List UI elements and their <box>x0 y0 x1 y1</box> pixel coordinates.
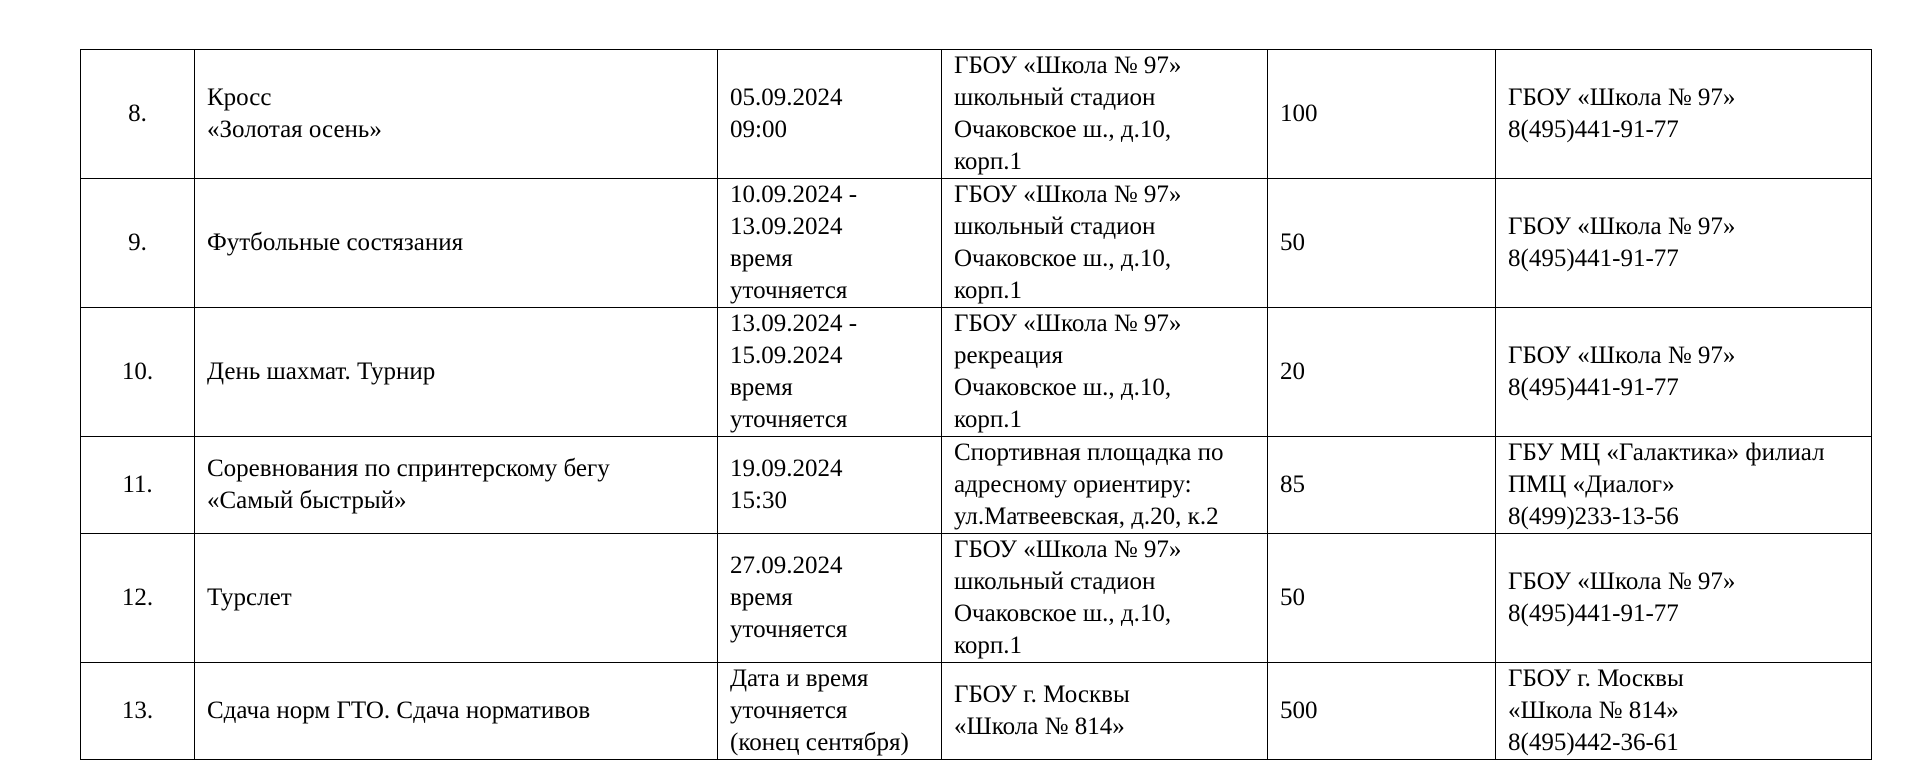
participants-count-cell <box>1268 308 1496 437</box>
event-name-line: Сдача норм ГТО. Сдача нормативов <box>207 697 591 724</box>
organizer-contact-line: 8(499)233-13-56 <box>1508 503 1679 530</box>
event-date-line: время <box>730 584 793 611</box>
event-place-cell <box>942 50 1268 179</box>
table-row <box>81 437 1872 534</box>
event-date-line: 09:00 <box>730 116 787 143</box>
organizer-contact-line: 8(495)442-36-61 <box>1508 729 1679 756</box>
event-date-cell <box>718 308 942 437</box>
event-date-line: Дата и время <box>730 665 869 692</box>
event-name-line: Кросс <box>207 84 272 111</box>
event-place-line: «Школа № 814» <box>954 713 1125 740</box>
organizer-contact-cell <box>1496 50 1872 179</box>
event-date-line: уточняется <box>730 697 848 724</box>
organizer-contact-line: ГБОУ г. Москвы <box>1508 665 1684 692</box>
event-place-cell <box>942 308 1268 437</box>
event-place-line: корп.1 <box>954 148 1023 175</box>
row-number-cell <box>81 179 195 308</box>
event-place-line: ГБОУ «Школа № 97» <box>954 536 1182 563</box>
event-place-line: адресному ориентиру: <box>954 471 1192 498</box>
event-date-line: 15.09.2024 <box>730 342 843 369</box>
table-row <box>81 179 1872 308</box>
event-date-line: 10.09.2024 - <box>730 181 858 208</box>
event-date-cell <box>718 663 942 760</box>
event-place-line: ГБОУ «Школа № 97» <box>954 181 1182 208</box>
event-date-cell <box>718 534 942 663</box>
participants-count: 50 <box>1280 229 1305 256</box>
event-date-line: 19.09.2024 <box>730 455 843 482</box>
event-place-line: корп.1 <box>954 277 1023 304</box>
participants-count: 85 <box>1280 471 1305 498</box>
organizer-contact-line: 8(495)441-91-77 <box>1508 116 1679 143</box>
table-row <box>81 308 1872 437</box>
event-place-cell <box>942 437 1268 534</box>
row-number: 10. <box>121 358 154 385</box>
event-place-line: школьный стадион <box>954 84 1156 111</box>
organizer-contact-line: «Школа № 814» <box>1508 697 1679 724</box>
row-number-cell <box>81 437 195 534</box>
participants-count: 20 <box>1280 358 1305 385</box>
row-number-cell <box>81 50 195 179</box>
event-place-line: корп.1 <box>954 406 1023 433</box>
row-number: 11. <box>122 471 153 498</box>
event-date-line: уточняется <box>730 616 848 643</box>
participants-count-cell <box>1268 534 1496 663</box>
event-place-line: ГБОУ «Школа № 97» <box>954 310 1182 337</box>
event-place-cell <box>942 179 1268 308</box>
event-date-line: 13.09.2024 <box>730 213 843 240</box>
event-date-cell <box>718 179 942 308</box>
participants-count-cell <box>1268 437 1496 534</box>
event-place-line: Очаковское ш., д.10, <box>954 374 1172 401</box>
organizer-contact-line: ГБУ МЦ «Галактика» филиал <box>1508 439 1825 466</box>
participants-count: 100 <box>1280 100 1318 127</box>
event-date-line: 27.09.2024 <box>730 552 843 579</box>
event-name-cell <box>195 534 718 663</box>
row-number: 8. <box>128 100 147 127</box>
organizer-contact-line: ГБОУ «Школа № 97» <box>1508 84 1736 111</box>
event-name-line: Соревнования по спринтерскому бегу <box>207 455 610 482</box>
event-date-cell <box>718 437 942 534</box>
event-name-line: «Золотая осень» <box>207 116 382 143</box>
event-date-line: уточняется <box>730 406 848 433</box>
event-date-cell <box>718 50 942 179</box>
organizer-contact-cell <box>1496 179 1872 308</box>
organizer-contact-line: ГБОУ «Школа № 97» <box>1508 568 1736 595</box>
event-place-cell <box>942 663 1268 760</box>
event-date-line: уточняется <box>730 277 848 304</box>
organizer-contact-line: 8(495)441-91-77 <box>1508 600 1679 627</box>
event-place-line: ГБОУ «Школа № 97» <box>954 52 1182 79</box>
event-name-cell <box>195 50 718 179</box>
participants-count-cell <box>1268 50 1496 179</box>
event-name-cell <box>195 437 718 534</box>
row-number: 13. <box>121 697 154 724</box>
event-date-line: 13.09.2024 - <box>730 310 858 337</box>
event-place-line: Очаковское ш., д.10, <box>954 245 1172 272</box>
organizer-contact-cell <box>1496 437 1872 534</box>
organizer-contact-line: ГБОУ «Школа № 97» <box>1508 213 1736 240</box>
table-row <box>81 663 1872 760</box>
participants-count: 50 <box>1280 584 1305 611</box>
event-name-line: Турслет <box>207 584 292 611</box>
event-name-cell <box>195 663 718 760</box>
event-place-line: школьный стадион <box>954 213 1156 240</box>
event-place-line: корп.1 <box>954 632 1023 659</box>
event-name-line: Футбольные состязания <box>207 229 464 256</box>
participants-count-cell <box>1268 663 1496 760</box>
row-number: 9. <box>128 229 147 256</box>
organizer-contact-line: 8(495)441-91-77 <box>1508 374 1679 401</box>
participants-count-cell <box>1268 179 1496 308</box>
event-date-line: время <box>730 245 793 272</box>
event-name-line: День шахмат. Турнир <box>207 358 436 385</box>
event-place-line: Очаковское ш., д.10, <box>954 116 1172 143</box>
table-row <box>81 50 1872 179</box>
row-number-cell <box>81 534 195 663</box>
event-place-line: Очаковское ш., д.10, <box>954 600 1172 627</box>
event-name-cell <box>195 308 718 437</box>
event-name-line: «Самый быстрый» <box>207 487 407 514</box>
event-date-line: время <box>730 374 793 401</box>
row-number-cell <box>81 663 195 760</box>
events-table <box>80 49 1872 760</box>
organizer-contact-line: ПМЦ «Диалог» <box>1508 471 1675 498</box>
event-place-line: рекреация <box>954 342 1063 369</box>
event-place-line: Спортивная площадка по <box>954 439 1224 466</box>
organizer-contact-cell <box>1496 663 1872 760</box>
event-place-line: школьный стадион <box>954 568 1156 595</box>
organizer-contact-line: 8(495)441-91-77 <box>1508 245 1679 272</box>
participants-count: 500 <box>1280 697 1318 724</box>
organizer-contact-cell <box>1496 308 1872 437</box>
organizer-contact-cell <box>1496 534 1872 663</box>
table-row <box>81 534 1872 663</box>
row-number-cell <box>81 308 195 437</box>
event-place-line: ул.Матвеевская, д.20, к.2 <box>954 503 1219 530</box>
event-date-line: 05.09.2024 <box>730 84 843 111</box>
events-table-body <box>81 50 1872 760</box>
event-name-cell <box>195 179 718 308</box>
event-date-line: (конец сентября) <box>730 729 909 756</box>
event-place-cell <box>942 534 1268 663</box>
organizer-contact-line: ГБОУ «Школа № 97» <box>1508 342 1736 369</box>
row-number: 12. <box>121 584 154 611</box>
event-date-line: 15:30 <box>730 487 787 514</box>
event-place-line: ГБОУ г. Москвы <box>954 681 1130 708</box>
